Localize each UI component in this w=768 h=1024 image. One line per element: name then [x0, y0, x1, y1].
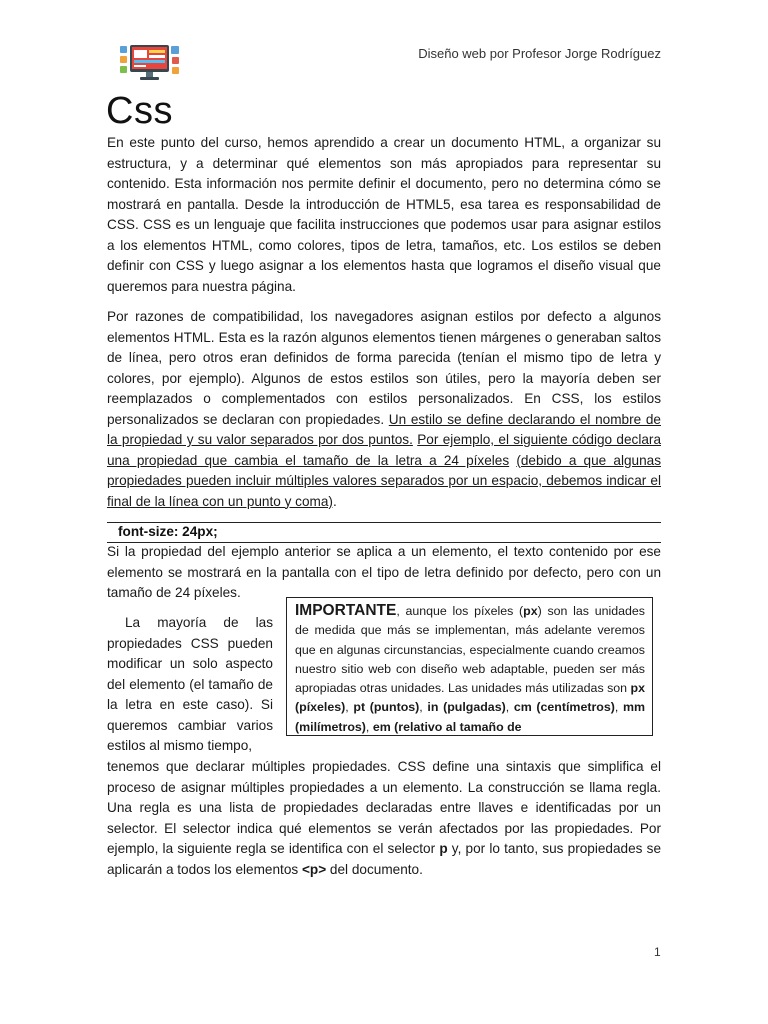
unit-px: px — [523, 604, 538, 618]
paragraph-rules-text: tenemos que declarar múltiples propiedades. CSS define una sintaxis que simplifica el proceso de asignar múltiples propiedades a un elemento. La construcción se llama regla. Una regla es una lista de propiedades declaradas entre llaves e identificadas por un selector. El selector indica qué elementos se verán afectados por las propiedades. Por ejemplo, la siguiente regla se identifica con el selector — [107, 759, 661, 856]
callout-text — [295, 601, 645, 736]
unit-pt: pt (puntos) — [353, 700, 420, 715]
unit-mm: mm (milímetros) — [295, 700, 646, 734]
paragraph-intro: En este punto del curso, hemos aprendido a crear un documento HTML, a organizar su estructura, y a determinar qué elementos son más apropiados para representar su contenido. Esta información nos permite definir el documento, pero no determina cómo se mostrará en pantalla. Desde la introducción de HTML5, esa tarea es responsabilidad de CSS. CSS es un lenguaje que facilita instrucciones que podemos usar para asignar estilos a los elementos HTML, como colores, tipos de letra, tamaños, etc. Los estilos se deben definir con CSS y luego asignar a los elementos hasta que logramos el diseño visual que queremos para nuestra página. — [107, 135, 661, 294]
header-author-line: Diseño web por Profesor Jorge Rodríguez — [418, 46, 661, 61]
unit-in: in (pulgadas) — [427, 700, 506, 715]
paragraph-rules-text: y, por lo tanto, sus propiedades se aplicarán a todos los elementos — [107, 841, 662, 877]
paragraph-example-result: Si la propiedad del ejemplo anterior se aplica a un elemento, el texto contenido por ese elemento se mostrará en la pantalla con el tipo de letra definido por defecto, pero con un tamaño de 24 píxeles. — [107, 544, 661, 600]
callout-segment: ) son las unidades de medida que más se implementan, más adelante veremos que en algunas circunstancias, especialmente cuando creamos nuestro sitio web con diseño web adaptable, pueden ser más apropiadas otras unidades. Las unidades más utilizadas son — [295, 604, 645, 696]
paragraph-properties-text: Por razones de compatibilidad, los navegadores asignan estilos por defecto a algunos elementos HTML. Esta es la razón algunos elementos tienen márgenes o generaban saltos de línea, pero otros eran definidos de forma parecida (tenían el mismo tipo de letra y colores, por ejemplo). Algunos de estos estilos son útiles, pero la mayoría deben ser reemplazados o complementados con estilos personalizados. En CSS, los estilos personalizados se declaran con propiedades. — [107, 309, 661, 427]
callout-segment: , — [365, 719, 373, 734]
period: . — [332, 493, 337, 509]
unit-em: em (relativo al tamaño de — [372, 719, 522, 734]
paragraph-rules — [107, 757, 661, 880]
callout-segment: , aunque los píxeles ( — [396, 604, 524, 618]
callout-keyword: IMPORTANTE — [295, 602, 397, 619]
underlined-example: Por ejemplo, el siguiente código declara una propiedad que cambia el tamaño de la letra a 24 píxeles — [107, 432, 661, 468]
paragraph-multiple-styles-start — [107, 613, 273, 757]
callout-segment: , — [345, 700, 354, 715]
callout-segment: , — [614, 700, 623, 715]
paragraph-properties — [107, 307, 661, 512]
important-callout-box — [286, 597, 653, 736]
paragraph-rules-text: del documento. — [326, 861, 423, 877]
page-number: 1 — [654, 945, 661, 959]
web-design-devices-logo — [119, 44, 181, 82]
element-p: <p> — [301, 861, 327, 877]
underlined-note: (debido a que algunas propiedades pueden incluir múltiples valores separados por un espacio, debemos indicar el final de la línea con un punto y coma) — [107, 452, 661, 509]
paragraph-multiple-styles-text: La mayoría de las propiedades CSS pueden modificar un solo aspecto del elemento (el tamaño de la letra en este caso). Si queremos cambiar varios estilos al mismo tiempo, — [107, 615, 273, 753]
callout-segment: , — [505, 700, 514, 715]
underlined-definition: Un estilo se define declarando el nombre de la propiedad y su valor separados por dos puntos. — [107, 411, 661, 447]
unit-cm: cm (centímetros) — [513, 700, 615, 715]
code-example-block — [107, 522, 661, 543]
selector-p: p — [439, 841, 448, 856]
unit-px-full: px (píxeles) — [295, 681, 645, 715]
page-title: Css — [106, 90, 173, 132]
code-example: font-size: 24px; — [118, 524, 218, 539]
callout-segment: , — [419, 700, 428, 715]
